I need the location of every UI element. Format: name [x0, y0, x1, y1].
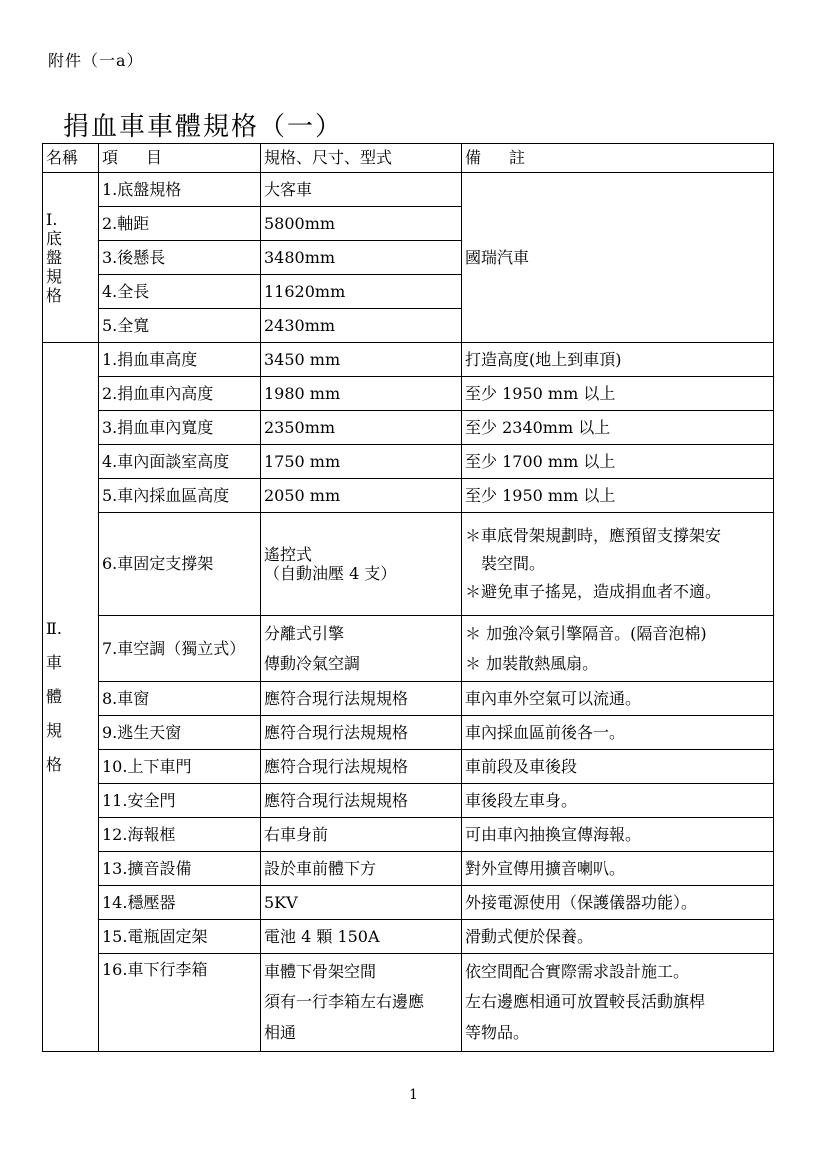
item-cell: 11.安全門	[99, 784, 261, 818]
spec-cell: 3450 mm	[261, 343, 462, 377]
note-cell: ＊車底骨架規劃時，應預留支撐架安 裝空間。 ＊避免車子搖晃，造成捐血者不適。	[462, 513, 774, 616]
spec-cell: 3480mm	[261, 241, 462, 275]
spec-cell: 應符合現行法規規格	[261, 716, 462, 750]
header-name: 名稱	[43, 144, 99, 173]
spec-cell: 應符合現行法規規格	[261, 682, 462, 716]
table-row	[43, 513, 774, 616]
item-cell: 12.海報框	[99, 818, 261, 852]
spec-cell: 5800mm	[261, 207, 462, 241]
note-cell: 外接電源使用（保護儀器功能）。	[462, 886, 774, 920]
note-cell: 車內採血區前後各一。	[462, 716, 774, 750]
table-row	[43, 920, 774, 954]
item-cell: 1.底盤規格	[99, 173, 261, 207]
table-row	[43, 750, 774, 784]
spec-cell: 1980 mm	[261, 377, 462, 411]
page-number: 1	[409, 1087, 418, 1103]
note-cell: 依空間配合實際需求設計施工。 左右邊應相通可放置較長活動旗桿 等物品。	[462, 954, 774, 1052]
item-cell: 1.捐血車高度	[99, 343, 261, 377]
table-row	[43, 818, 774, 852]
note-cell: 可由車內抽換宣傳海報。	[462, 818, 774, 852]
note-cell: 打造高度(地上到車頂)	[462, 343, 774, 377]
spec-cell: 設於車前體下方	[261, 852, 462, 886]
header-note: 備註	[462, 144, 774, 173]
note-cell: 車內車外空氣可以流通。	[462, 682, 774, 716]
table-row	[43, 479, 774, 513]
attachment-label: 附件（一a）	[48, 51, 144, 70]
spec-cell: 遙控式 （自動油壓 4 支）	[261, 513, 462, 616]
spec-cell: 右車身前	[261, 818, 462, 852]
note-cell: 至少 1950 mm 以上	[462, 479, 774, 513]
table-header-row	[43, 144, 774, 173]
note-cell: 至少 2340mm 以上	[462, 411, 774, 445]
group1-note: 國瑞汽車	[462, 173, 774, 343]
table-row	[43, 377, 774, 411]
group1-label: I. 底 盤 規 格	[43, 173, 99, 343]
table-row	[43, 886, 774, 920]
table-row	[43, 616, 774, 682]
item-cell: 10.上下車門	[99, 750, 261, 784]
spec-cell: 電池 4 顆 150A	[261, 920, 462, 954]
note-cell: 車後段左車身。	[462, 784, 774, 818]
table-row	[43, 852, 774, 886]
spec-table	[42, 143, 774, 1052]
spec-cell: 2430mm	[261, 309, 462, 343]
note-cell: 至少 1950 mm 以上	[462, 377, 774, 411]
item-cell: 3.捐血車內寬度	[99, 411, 261, 445]
item-cell: 4.車內面談室高度	[99, 445, 261, 479]
item-cell: 16.車下行李箱	[99, 954, 261, 1052]
table-row	[43, 716, 774, 750]
group2-label: Ⅱ. 車 體 規 格	[43, 343, 99, 1052]
table-row	[43, 411, 774, 445]
spec-cell: 分離式引擎 傳動冷氣空調	[261, 616, 462, 682]
spec-cell: 1750 mm	[261, 445, 462, 479]
header-spec: 規格、尺寸、型式	[261, 144, 462, 173]
table-row	[43, 682, 774, 716]
spec-cell: 車體下骨架空間 須有一行李箱左右邊應 相通	[261, 954, 462, 1052]
table-row	[43, 173, 774, 207]
spec-cell: 2050 mm	[261, 479, 462, 513]
note-cell: ＊ 加強冷氣引擎隔音。(隔音泡棉) ＊ 加裝散熱風扇。	[462, 616, 774, 682]
item-cell: 14.穩壓器	[99, 886, 261, 920]
spec-cell: 5KV	[261, 886, 462, 920]
item-cell: 5.全寬	[99, 309, 261, 343]
item-cell: 5.車內採血區高度	[99, 479, 261, 513]
item-cell: 9.逃生天窗	[99, 716, 261, 750]
item-cell: 15.電瓶固定架	[99, 920, 261, 954]
item-cell: 4.全長	[99, 275, 261, 309]
spec-cell: 11620mm	[261, 275, 462, 309]
spec-cell: 應符合現行法規規格	[261, 784, 462, 818]
note-cell: 對外宣傳用擴音喇叭。	[462, 852, 774, 886]
note-cell: 滑動式便於保養。	[462, 920, 774, 954]
table-row	[43, 445, 774, 479]
item-cell: 2.軸距	[99, 207, 261, 241]
page-title: 捐血車車體規格（一）	[63, 112, 344, 142]
table-row	[43, 954, 774, 1052]
item-cell: 8.車窗	[99, 682, 261, 716]
spec-cell: 大客車	[261, 173, 462, 207]
item-cell: 6.車固定支撐架	[99, 513, 261, 616]
header-item: 項目	[99, 144, 261, 173]
note-cell: 至少 1700 mm 以上	[462, 445, 774, 479]
note-cell: 車前段及車後段	[462, 750, 774, 784]
item-cell: 7.車空調（獨立式）	[99, 616, 261, 682]
spec-cell: 2350mm	[261, 411, 462, 445]
spec-cell: 應符合現行法規規格	[261, 750, 462, 784]
item-cell: 2.捐血車內高度	[99, 377, 261, 411]
item-cell: 3.後懸長	[99, 241, 261, 275]
item-cell: 13.擴音設備	[99, 852, 261, 886]
table-row	[43, 343, 774, 377]
table-row	[43, 784, 774, 818]
